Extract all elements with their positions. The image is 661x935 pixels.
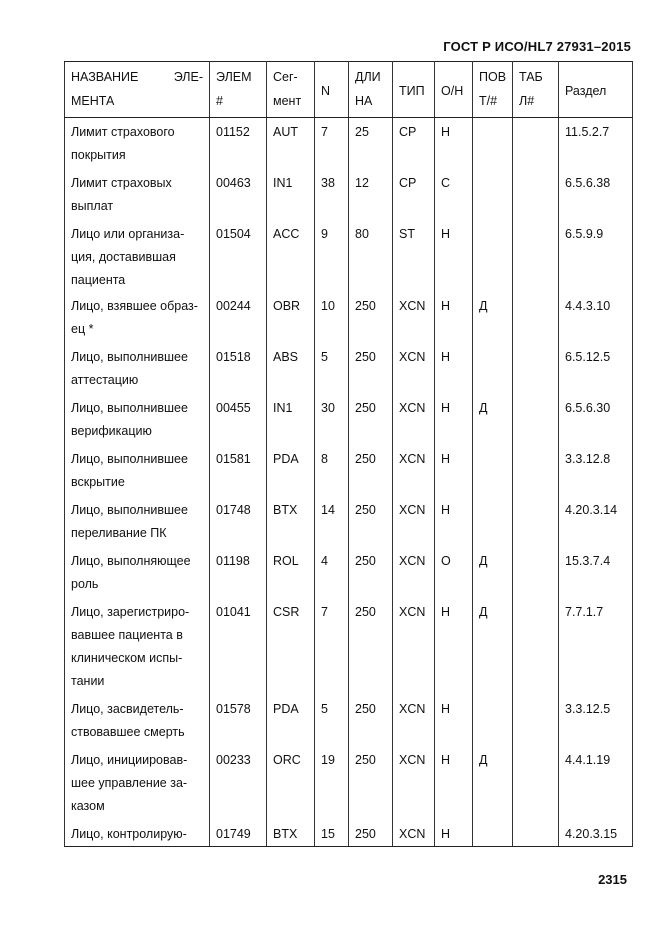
table-row <box>65 169 633 220</box>
cell-len: 250 <box>349 695 393 746</box>
cell-rep <box>473 445 513 496</box>
cell-n: 5 <box>315 343 349 394</box>
cell-tab <box>513 394 559 445</box>
cell-segment: ROL <box>267 547 315 598</box>
cell-segment: IN1 <box>267 169 315 220</box>
cell-name: Лимит страхового покрытия <box>65 118 210 169</box>
cell-tab <box>513 445 559 496</box>
cell-name: Лицо, взявшее образ-ец * <box>65 292 210 343</box>
cell-len: 250 <box>349 496 393 547</box>
cell-on: Н <box>435 746 473 820</box>
cell-elem: 01518 <box>210 343 267 394</box>
cell-rep <box>473 220 513 292</box>
cell-section: 15.3.7.4 <box>559 547 633 598</box>
cell-tab <box>513 220 559 292</box>
cell-segment: ACC <box>267 220 315 292</box>
column-header-elem: ЭЛЕМ # <box>210 62 267 118</box>
cell-elem: 01152 <box>210 118 267 169</box>
table-row <box>65 343 633 394</box>
cell-section: 7.7.1.7 <box>559 598 633 695</box>
cell-on: Н <box>435 292 473 343</box>
cell-type: XCN <box>393 292 435 343</box>
cell-n: 10 <box>315 292 349 343</box>
cell-segment: PDA <box>267 445 315 496</box>
cell-len: 250 <box>349 746 393 820</box>
cell-rep: Д <box>473 292 513 343</box>
table-row <box>65 394 633 445</box>
cell-tab <box>513 820 559 847</box>
cell-section: 3.3.12.8 <box>559 445 633 496</box>
cell-name: Лицо, выполнившее вскрытие <box>65 445 210 496</box>
cell-elem: 01041 <box>210 598 267 695</box>
cell-on: Н <box>435 394 473 445</box>
cell-elem: 00455 <box>210 394 267 445</box>
cell-section: 6.5.6.30 <box>559 394 633 445</box>
cell-rep: Д <box>473 547 513 598</box>
cell-name: Лицо, выполняющее роль <box>65 547 210 598</box>
cell-rep <box>473 695 513 746</box>
cell-rep: Д <box>473 394 513 445</box>
cell-elem: 01749 <box>210 820 267 847</box>
column-header-segment: Сег-мент <box>267 62 315 118</box>
cell-n: 19 <box>315 746 349 820</box>
cell-elem: 00463 <box>210 169 267 220</box>
table-row <box>65 496 633 547</box>
cell-type: XCN <box>393 695 435 746</box>
cell-type: CP <box>393 169 435 220</box>
cell-on: Н <box>435 118 473 169</box>
cell-segment: PDA <box>267 695 315 746</box>
table-row <box>65 445 633 496</box>
cell-tab <box>513 496 559 547</box>
cell-segment: CSR <box>267 598 315 695</box>
table-row <box>65 598 633 695</box>
cell-section: 4.20.3.15 <box>559 820 633 847</box>
cell-name: Лицо, засвидетель-ствовавшее смерть <box>65 695 210 746</box>
cell-rep <box>473 343 513 394</box>
cell-segment: BTX <box>267 496 315 547</box>
cell-elem: 01504 <box>210 220 267 292</box>
table-row <box>65 547 633 598</box>
document-standard-header: ГОСТ Р ИСО/HL7 27931–2015 <box>443 39 631 54</box>
cell-segment: ORC <box>267 746 315 820</box>
cell-len: 250 <box>349 445 393 496</box>
cell-section: 11.5.2.7 <box>559 118 633 169</box>
cell-type: XCN <box>393 746 435 820</box>
cell-tab <box>513 746 559 820</box>
cell-segment: BTX <box>267 820 315 847</box>
cell-tab <box>513 695 559 746</box>
cell-name: Лицо, зарегистриро-вавшее пациента в клиническом испы-тании <box>65 598 210 695</box>
cell-section: 6.5.6.38 <box>559 169 633 220</box>
table-header-row <box>65 62 633 118</box>
column-header-repeat: ПОВ Т/# <box>473 62 513 118</box>
cell-on: Н <box>435 496 473 547</box>
cell-rep: Д <box>473 746 513 820</box>
cell-rep: Д <box>473 598 513 695</box>
cell-segment: IN1 <box>267 394 315 445</box>
cell-on: Н <box>435 220 473 292</box>
cell-n: 14 <box>315 496 349 547</box>
cell-on: С <box>435 169 473 220</box>
cell-n: 8 <box>315 445 349 496</box>
cell-on: О <box>435 547 473 598</box>
cell-rep <box>473 820 513 847</box>
table-row <box>65 118 633 169</box>
cell-elem: 01748 <box>210 496 267 547</box>
cell-tab <box>513 547 559 598</box>
column-header-optional: О/Н <box>435 62 473 118</box>
cell-segment: OBR <box>267 292 315 343</box>
cell-rep <box>473 496 513 547</box>
table-row <box>65 695 633 746</box>
cell-len: 250 <box>349 547 393 598</box>
cell-name: Лицо, выполнившее аттестацию <box>65 343 210 394</box>
cell-name: Лимит страховых выплат <box>65 169 210 220</box>
cell-on: Н <box>435 343 473 394</box>
column-header-table: ТАБ Л# <box>513 62 559 118</box>
cell-len: 250 <box>349 598 393 695</box>
cell-n: 38 <box>315 169 349 220</box>
data-elements-table <box>64 61 633 847</box>
page-number: 2315 <box>598 872 627 887</box>
cell-segment: ABS <box>267 343 315 394</box>
cell-elem: 01198 <box>210 547 267 598</box>
cell-rep <box>473 169 513 220</box>
cell-n: 5 <box>315 695 349 746</box>
cell-elem: 00233 <box>210 746 267 820</box>
cell-type: XCN <box>393 598 435 695</box>
cell-type: ST <box>393 220 435 292</box>
cell-type: XCN <box>393 547 435 598</box>
cell-len: 25 <box>349 118 393 169</box>
cell-tab <box>513 343 559 394</box>
cell-on: Н <box>435 445 473 496</box>
cell-section: 6.5.12.5 <box>559 343 633 394</box>
table-row <box>65 820 633 847</box>
cell-tab <box>513 118 559 169</box>
cell-on: Н <box>435 820 473 847</box>
cell-name: Лицо, инициировав-шее управление за-казом <box>65 746 210 820</box>
cell-len: 250 <box>349 820 393 847</box>
column-header-length: ДЛИ НА <box>349 62 393 118</box>
cell-type: CP <box>393 118 435 169</box>
cell-on: Н <box>435 695 473 746</box>
cell-name: Лицо, контролирую- <box>65 820 210 847</box>
cell-section: 3.3.12.5 <box>559 695 633 746</box>
cell-elem: 01578 <box>210 695 267 746</box>
cell-n: 9 <box>315 220 349 292</box>
cell-tab <box>513 598 559 695</box>
table-row <box>65 746 633 820</box>
cell-n: 4 <box>315 547 349 598</box>
column-header-type: ТИП <box>393 62 435 118</box>
table-row <box>65 220 633 292</box>
cell-len: 12 <box>349 169 393 220</box>
cell-n: 15 <box>315 820 349 847</box>
cell-name: Лицо, выполнившее верификацию <box>65 394 210 445</box>
cell-n: 7 <box>315 118 349 169</box>
cell-len: 250 <box>349 394 393 445</box>
cell-tab <box>513 169 559 220</box>
cell-name: Лицо или организа-ция, доставившая пациента <box>65 220 210 292</box>
cell-len: 250 <box>349 292 393 343</box>
cell-section: 4.4.1.19 <box>559 746 633 820</box>
cell-n: 7 <box>315 598 349 695</box>
cell-section: 6.5.9.9 <box>559 220 633 292</box>
cell-type: XCN <box>393 445 435 496</box>
column-header-name: НАЗВАНИЕ ЭЛЕ-МЕНТА <box>65 62 210 118</box>
cell-len: 250 <box>349 343 393 394</box>
cell-tab <box>513 292 559 343</box>
cell-elem: 01581 <box>210 445 267 496</box>
cell-section: 4.4.3.10 <box>559 292 633 343</box>
cell-len: 80 <box>349 220 393 292</box>
column-header-section: Раздел <box>559 62 633 118</box>
cell-elem: 00244 <box>210 292 267 343</box>
cell-type: XCN <box>393 343 435 394</box>
cell-type: XCN <box>393 820 435 847</box>
column-header-n: N <box>315 62 349 118</box>
cell-type: XCN <box>393 394 435 445</box>
cell-n: 30 <box>315 394 349 445</box>
cell-type: XCN <box>393 496 435 547</box>
cell-on: Н <box>435 598 473 695</box>
cell-rep <box>473 118 513 169</box>
table-row <box>65 292 633 343</box>
cell-section: 4.20.3.14 <box>559 496 633 547</box>
cell-name: Лицо, выполнившее переливание ПК <box>65 496 210 547</box>
cell-segment: AUT <box>267 118 315 169</box>
